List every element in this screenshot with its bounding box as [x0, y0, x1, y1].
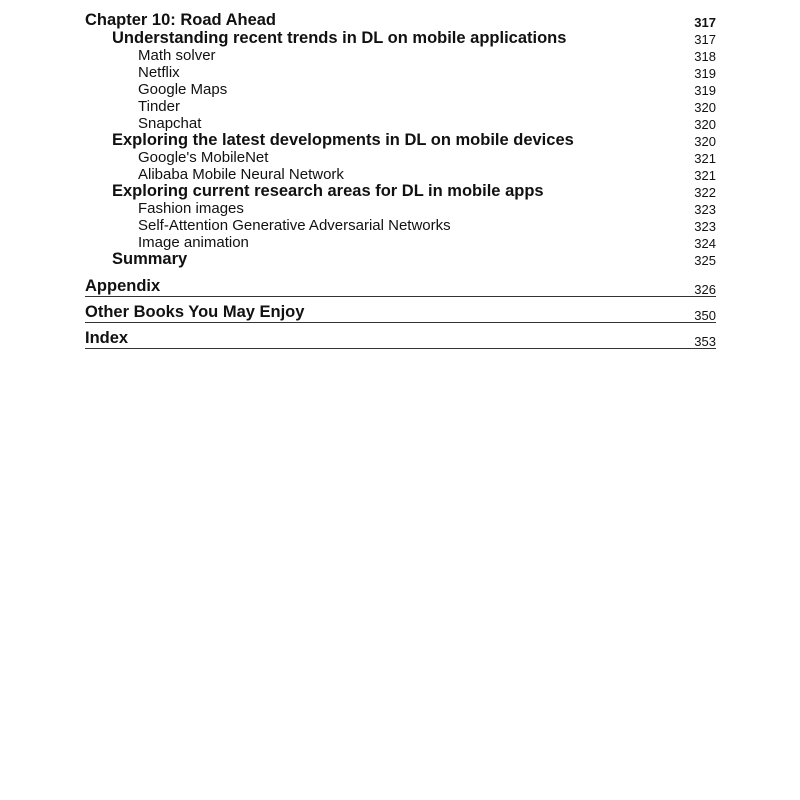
toc-part-appendix[interactable]	[85, 271, 716, 297]
toc-section-research-areas[interactable]	[85, 183, 716, 200]
toc-subsection-netflix[interactable]	[85, 64, 716, 81]
toc-page-number: 317	[694, 32, 716, 47]
toc-subsection-math-solver[interactable]	[85, 47, 716, 64]
toc-entry-title: Fashion images	[138, 200, 244, 217]
toc-page-number: 321	[694, 168, 716, 183]
toc-entry-title: Understanding recent trends in DL on mobile applications	[112, 29, 567, 47]
toc-entry-title: Google's MobileNet	[138, 149, 269, 166]
toc-entry-title: Exploring the latest developments in DL on mobile devices	[112, 131, 574, 149]
toc-entry-title: Snapchat	[138, 115, 202, 132]
toc-entry-title: Index	[85, 329, 129, 347]
toc-subsection-snapchat[interactable]	[85, 115, 716, 132]
toc-page-number: 323	[694, 219, 716, 234]
toc-page-number: 353	[694, 334, 716, 349]
toc-page-number: 350	[694, 308, 716, 323]
toc-page-number: 319	[694, 83, 716, 98]
toc-entry-title: Image animation	[138, 234, 249, 251]
toc-page-number: 323	[694, 202, 716, 217]
toc-page-number: 322	[694, 185, 716, 200]
toc-page-number: 318	[694, 49, 716, 64]
toc-subsection-sagan[interactable]	[85, 217, 716, 234]
toc-subsection-fashion-images[interactable]	[85, 200, 716, 217]
toc-page-number: 319	[694, 66, 716, 81]
table-of-contents	[85, 11, 716, 349]
toc-subsection-mobilenet[interactable]	[85, 149, 716, 166]
toc-subsection-alibaba-mnn[interactable]	[85, 166, 716, 183]
toc-subsection-image-animation[interactable]	[85, 234, 716, 251]
toc-section-trends[interactable]	[85, 30, 716, 47]
toc-section-latest-developments[interactable]	[85, 132, 716, 149]
toc-entry-title: Netflix	[138, 64, 180, 81]
toc-subsection-google-maps[interactable]	[85, 81, 716, 98]
toc-page-number: 324	[694, 236, 716, 251]
toc-page-number: 325	[694, 253, 716, 268]
toc-section-summary[interactable]	[85, 251, 716, 268]
toc-entry-title: Alibaba Mobile Neural Network	[138, 166, 344, 183]
toc-entry-title: Exploring current research areas for DL in mobile apps	[112, 182, 544, 200]
toc-entry-title: Summary	[112, 250, 188, 268]
toc-entry-title: Appendix	[85, 277, 161, 295]
toc-page-number: 317	[694, 15, 716, 30]
toc-part-index[interactable]	[85, 323, 716, 349]
toc-entry-title: Self-Attention Generative Adversarial Networks	[138, 217, 451, 234]
toc-entry-title: Google Maps	[138, 81, 228, 98]
toc-page-number: 326	[694, 282, 716, 297]
toc-chapter-heading[interactable]	[85, 11, 716, 30]
toc-subsection-tinder[interactable]	[85, 98, 716, 115]
toc-entry-title: Tinder	[138, 98, 180, 115]
toc-part-other-books[interactable]	[85, 297, 716, 323]
toc-page-number: 320	[694, 134, 716, 149]
toc-entry-title: Chapter 10: Road Ahead	[85, 11, 277, 29]
toc-entry-title: Math solver	[138, 47, 216, 64]
toc-page-number: 320	[694, 117, 716, 132]
toc-page-number: 320	[694, 100, 716, 115]
toc-entry-title: Other Books You May Enjoy	[85, 303, 305, 321]
toc-page-number: 321	[694, 151, 716, 166]
